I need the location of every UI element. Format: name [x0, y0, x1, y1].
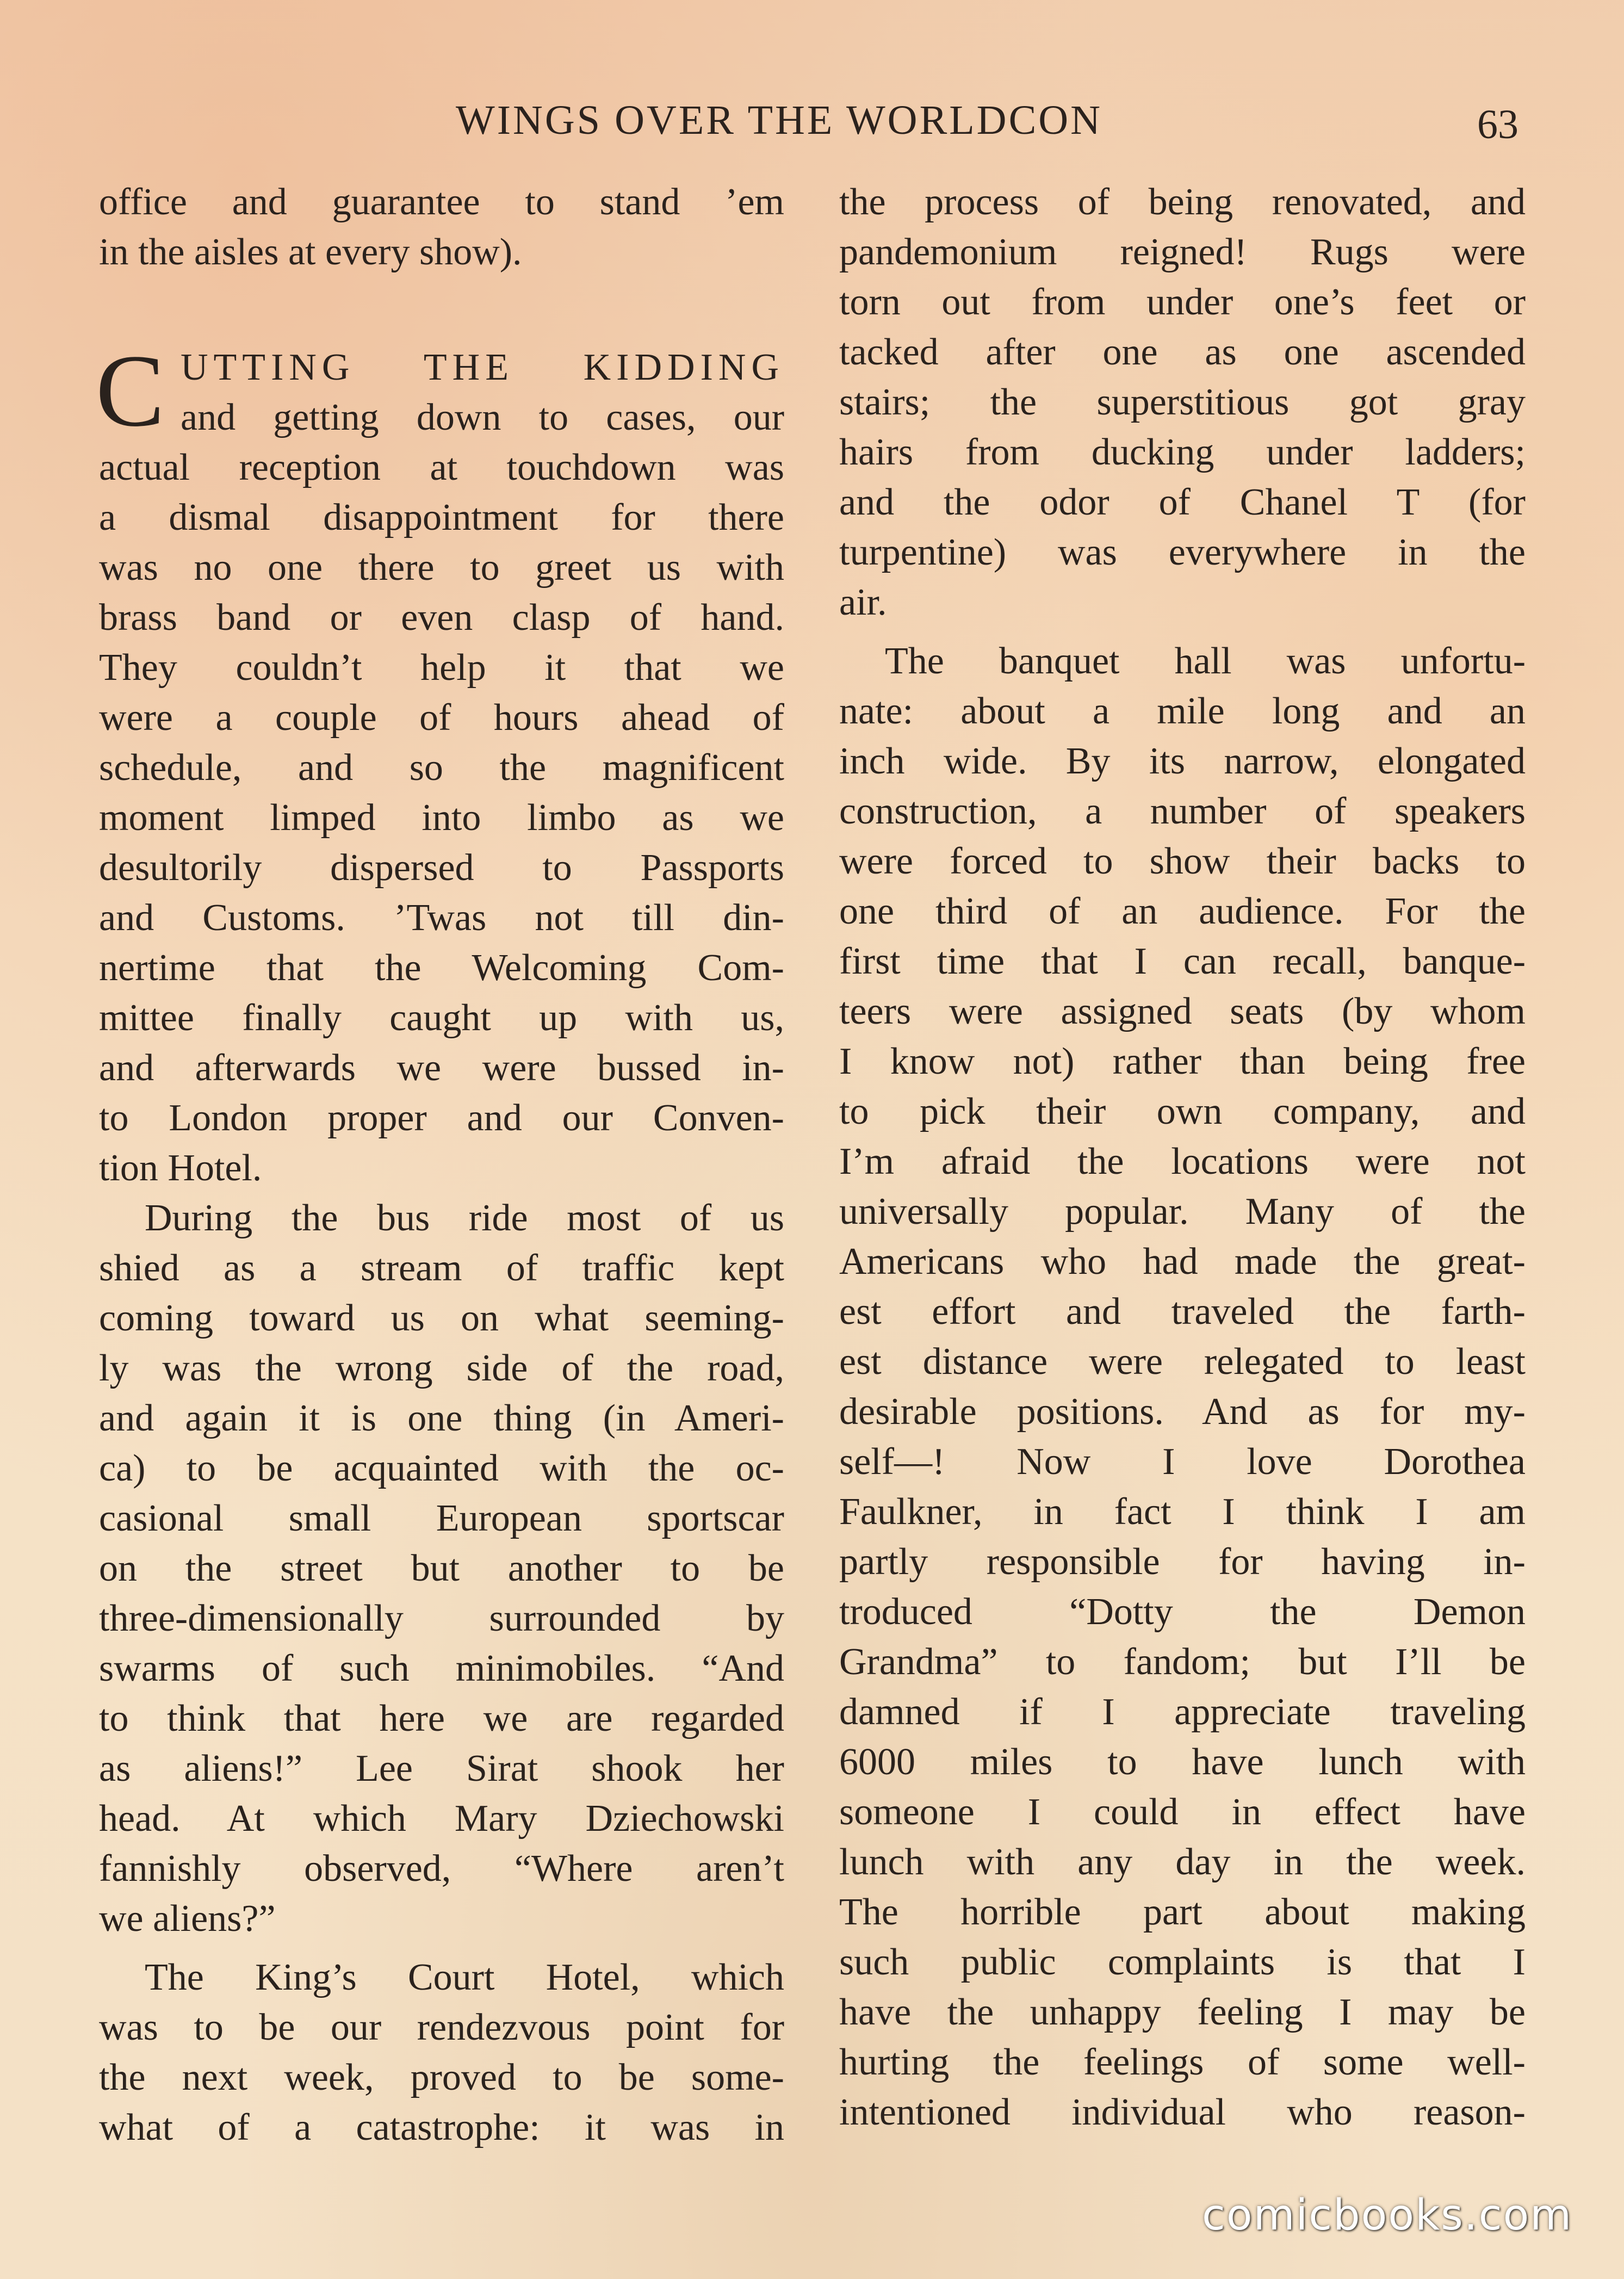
text-line: to think that here we are regarded	[99, 1698, 784, 1739]
text-line: office and guarantee to stand ’em	[99, 181, 784, 223]
text-line: moment limped into limbo as we	[99, 797, 784, 839]
text-line: we aliens?”	[99, 1898, 276, 1940]
text-line: damned if I appreciate traveling	[839, 1691, 1526, 1733]
text-line: shied as a stream of traffic kept	[99, 1247, 784, 1289]
text-line: a dismal disappointment for there	[99, 497, 784, 538]
text-line: and Customs. ’Twas not till din-	[99, 897, 784, 939]
paragraph	[99, 1193, 784, 1944]
text-line: nertime that the Welcoming Com-	[99, 947, 784, 989]
text-line: mittee finally caught up with us,	[99, 997, 784, 1039]
text-line: have the unhappy feeling I may be	[839, 1991, 1526, 2033]
text-line: fannishly observed, “Where aren’t	[99, 1848, 784, 1890]
text-line: the next week, proved to be some-	[99, 2057, 784, 2098]
text-line: in the aisles at every show).	[99, 231, 522, 273]
text-line: nate: about a mile long and an	[839, 690, 1526, 732]
text-line: air.	[839, 581, 887, 623]
text-line: one third of an audience. For the	[839, 890, 1526, 932]
text-line: and the odor of Chanel T (for	[839, 481, 1526, 523]
text-line: turpentine) was everywhere in the	[839, 531, 1526, 573]
paragraph	[839, 177, 1526, 628]
paragraph	[96, 334, 784, 1193]
text-line: They couldn’t help it that we	[99, 647, 784, 689]
text-line: I know not) rather than being free	[839, 1041, 1526, 1082]
running-title: WINGS OVER THE WORLDCON	[456, 97, 1103, 143]
text-line: actual reception at touchdown was	[99, 447, 784, 488]
paragraph	[839, 636, 1526, 2138]
text-line: tion Hotel.	[99, 1147, 262, 1189]
text-line: ca) to be acquainted with the oc-	[99, 1447, 784, 1489]
text-line: partly responsible for having in-	[839, 1541, 1526, 1583]
text-line: Americans who had made the great-	[839, 1241, 1526, 1283]
text-line: troduced “Dotty the Demon	[839, 1591, 1526, 1633]
text-line: Grandma” to fandom; but I’ll be	[839, 1641, 1526, 1683]
text-line: coming toward us on what seeming-	[99, 1297, 784, 1339]
text-line: to London proper and our Conven-	[99, 1097, 784, 1139]
drop-cap: C	[96, 334, 165, 448]
text-line: such public complaints is that I	[839, 1941, 1526, 1983]
text-line: construction, a number of speakers	[839, 790, 1526, 832]
text-line: hairs from ducking under ladders;	[839, 431, 1526, 473]
text-line: casional small European sportscar	[99, 1497, 784, 1539]
text-line: 6000 miles to have lunch with	[839, 1741, 1526, 1783]
text-line: During the bus ride most of us	[145, 1197, 784, 1239]
text-line: were forced to show their backs to	[839, 840, 1526, 882]
page-header	[0, 97, 1624, 157]
text-line: to pick their own company, and	[839, 1091, 1526, 1132]
text-line: were a couple of hours ahead of	[99, 697, 784, 739]
text-line: what of a catastrophe: it was in	[99, 2107, 784, 2148]
text-line: ly was the wrong side of the road,	[99, 1347, 784, 1389]
paragraph	[99, 1953, 784, 2153]
text-line: was no one there to greet us with	[99, 547, 784, 589]
text-line: hurting the feelings of some well-	[839, 2041, 1526, 2083]
text-line: est effort and traveled the farth-	[839, 1291, 1526, 1333]
text-line: and afterwards we were bussed in-	[99, 1047, 784, 1089]
text-line: and getting down to cases, our	[181, 397, 784, 438]
text-line: as aliens!” Lee Sirat shook her	[99, 1748, 784, 1789]
text-line: was to be our rendezvous point for	[99, 2006, 784, 2048]
text-line: universally popular. Many of the	[839, 1191, 1526, 1233]
paragraph	[99, 177, 784, 277]
small-caps-lead: UTTING THE KIDDING	[181, 346, 784, 388]
page-number: 63	[1477, 102, 1518, 147]
watermark: comicbooks.com	[1202, 2191, 1573, 2240]
text-line: the process of being renovated, and	[839, 181, 1526, 223]
right-column	[839, 177, 1526, 2138]
text-line: brass band or even clasp of hand.	[99, 597, 784, 639]
text-line: someone I could in effect have	[839, 1791, 1526, 1833]
text-line: torn out from under one’s feet or	[839, 281, 1526, 323]
text-line: head. At which Mary Dziechowski	[99, 1798, 784, 1840]
text-line: on the street but another to be	[99, 1547, 784, 1589]
text-line: The King’s Court Hotel, which	[145, 1956, 784, 1998]
text-line: teers were assigned seats (by whom	[839, 990, 1526, 1032]
text-line: I’m afraid the locations were not	[839, 1141, 1526, 1182]
text-line: The banquet hall was unfortu-	[885, 640, 1526, 682]
text-line: desirable positions. And as for my-	[839, 1391, 1526, 1433]
text-line: schedule, and so the magnificent	[99, 747, 784, 789]
text-line: three-dimensionally surrounded by	[99, 1597, 784, 1639]
left-column	[96, 177, 784, 2153]
text-line: est distance were relegated to least	[839, 1341, 1526, 1383]
text-line: pandemonium reigned! Rugs were	[839, 231, 1526, 273]
text-line: tacked after one as one ascended	[839, 331, 1526, 373]
text-line: stairs; the superstitious got gray	[839, 381, 1526, 423]
text-line: swarms of such minimobiles. “And	[99, 1648, 784, 1689]
text-line: Faulkner, in fact I think I am	[839, 1491, 1526, 1533]
text-line: intentioned individual who reason-	[839, 2091, 1526, 2133]
text-line: desultorily dispersed to Passports	[99, 847, 784, 889]
text-line: and again it is one thing (in Ameri-	[99, 1397, 784, 1439]
text-line: first time that I can recall, banque-	[839, 940, 1526, 982]
text-line: lunch with any day in the week.	[839, 1841, 1526, 1883]
text-line: inch wide. By its narrow, elongated	[839, 740, 1526, 782]
text-line: The horrible part about making	[839, 1891, 1526, 1933]
text-line: self—! Now I love Dorothea	[839, 1441, 1526, 1483]
